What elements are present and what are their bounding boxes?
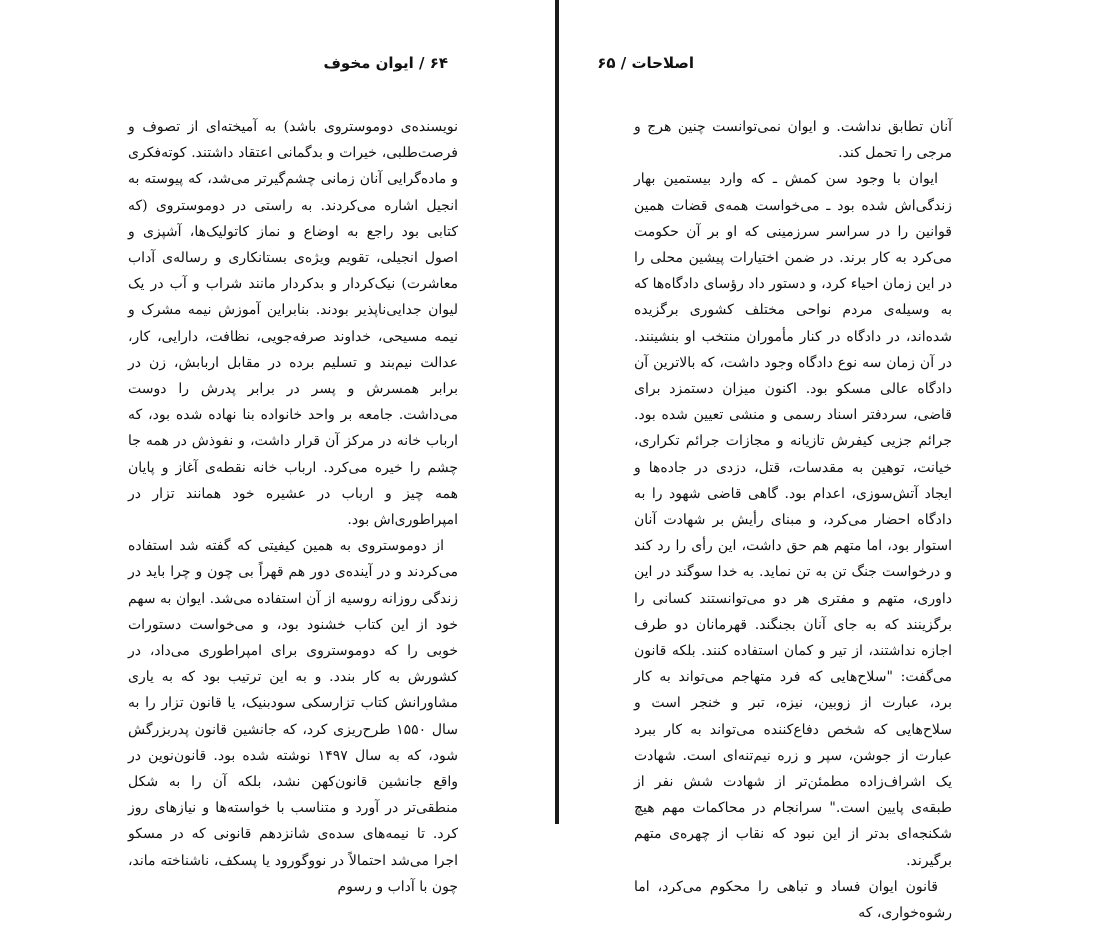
paragraph: ایوان با وجود سن کمش ـ که وارد بیستمین بهار زندگی‌اش شده بود ـ می‌خواست همه‌ی قضات همین قوانین را در سراسر سرزمینی که او بر آن حکومت می‌کرد به کار برند. در ضمن اختیارات پیشین محلی را در این زمان احیاء کرد، و دستور داد رؤسای دادگاه‌ها که به وسیله‌ی مردم نواحی مختلف کشوری برگزیده شده‌اند، در دادگاه در کنار مأموران منتخب او بنشینند. در آن زمان سه نوع دادگاه وجود داشت، که بالاترین آن دادگاه عالی مسکو بود. اکنون میزان دستمزد برای قاضی، سردفتر اسناد رسمی و منشی تعیین شده بود. جرائم جزیی کیفرش تازیانه و مجازات جرائم تکراری، خیانت، توهین به مقدسات، قتل، دزدی در جاده‌ها و ایجاد آتش‌سوزی، اعدام بود. گاهی قاضی شهود را به دادگاه احضار می‌کرد، و مبنای رأیش بر شهادت آنان استوار بود، اما متهم هم حق داشت، این رأی را رد کند و درخواست جنگ تن به تن نماید. به خدا سوگند در این داوری، متهم و مفتری هر دو می‌توانستند کسانی را برگزینند که به جای آنان بجنگند. قهرمانان دو طرف اجازه نداشتند، از تیر و کمان استفاده کنند. بلکه قانون می‌گفت: "سلاح‌هایی که فرد متهاجم می‌تواند به کار برد، عبارت از زوبین، نیزه، تبر و خنجر است و سلاح‌هایی که شخص دفاع‌کننده می‌تواند به کار ببرد عبارت از جوشن، سپر و زره نیم‌تنه‌ای است. شهادت یک اشراف‌زاده مطمئن‌تر از شهادت شش نفر از طبقه‌ی پایین است." سرانجام در محاکمات مهم هیچ شکنجه‌ای بدتر از این نبود که نقاب از چهره‌ی متهم برگیرند. [634,171,952,869]
right-page [562,0,1118,922]
paragraph: نویسنده‌ی دوموستروی باشد) به آمیخته‌ای از تصوف و فرصت‌طلبی، خیرات و بدگمانی اعتقاد داشتند. کوته‌فکری و ماده‌گرایی آنان زمانی چشم‌گیرتر می‌شد، که پیوسته به انجیل اشاره می‌کردند. به راستی در دوموستروی (که کتابی بود راجع به اوضاع و نماز کاتولیک‌ها، آشپزی و اصول انجیلی، تقویم ویژه‌ی بستانکاری و رساله‌ی آداب معاشرت) نیک‌کردار و بدکردار مانند شراب و آب در یک لیوان جدایی‌ناپذیر بودند. بنابراین آموزش نیمه مشرک و نیمه مسیحی، خداوند صرفه‌جویی، نظافت، دارایی، کار، عدالت نیم‌بند و تسلیم برده در مقابل اربابش، زن در برابر همسرش و پسر در برابر پدرش را دوست می‌داشت. جامعه بر واحد خانواده بنا نهاده شده بود، که ارباب خانه در مرکز آن قرار داشت، و نفوذش در همه جا چشم را خیره می‌کرد. ارباب خانه نقطه‌ی آغاز و پایان همه چیز و ارباب در عشیره خود همانند تزار در امپراطوری‌اش بود. [128,119,458,529]
page-body [634,114,952,926]
paragraph: از دوموستروی به همین کیفیتی که گفته شد استفاده می‌کردند و در آینده‌ی دور هم قهراً بی چون و چرا باید در زندگی روزانه روسیه از آن استفاده می‌شد. ایوان به سهم خود از این کتاب خشنود بود، و می‌خواست دستورات خوبی را که دوموستروی برای امپراطوری می‌داد، در کشورش به کار بندد. و به این ترتیب بود که به یاری مشاورانش کتاب تزارسکی سودبنیک، یا قانون تزار را به سال ۱۵۵۰ طرح‌ریزی کرد، که جانشین قانون پدربزرگش شود، که به سال ۱۴۹۷ نوشته شده بود. قانون‌نوین در واقع جانشین قانون‌کهن نشد، بلکه آن را به شکل منطقی‌تر در آورد و متناسب با خواسته‌ها و نیازهای روز کرد. تا نیمه‌های سده‌ی شانزدهم قانونی که در مسکو اجرا می‌شد احتمالاً در نووگورود یا پسکف، ناشناخته ماند، چون با آداب و رسوم [128,538,458,895]
paragraph: قانون ایوان فساد و تباهی را محکوم می‌کرد، اما رشوه‌خواری، که [634,878,952,922]
paragraph: آنان تطابق نداشت. و ایوان نمی‌توانست چنین هرج و مرجی را تحمل کند. [634,119,952,162]
page-header: ۶۴ / ایوان مخوف [323,54,448,72]
page-body [128,114,458,900]
gutter-divider [555,0,559,824]
page-header: اصلاحات / ۶۵ [597,54,694,72]
left-page [0,0,556,895]
